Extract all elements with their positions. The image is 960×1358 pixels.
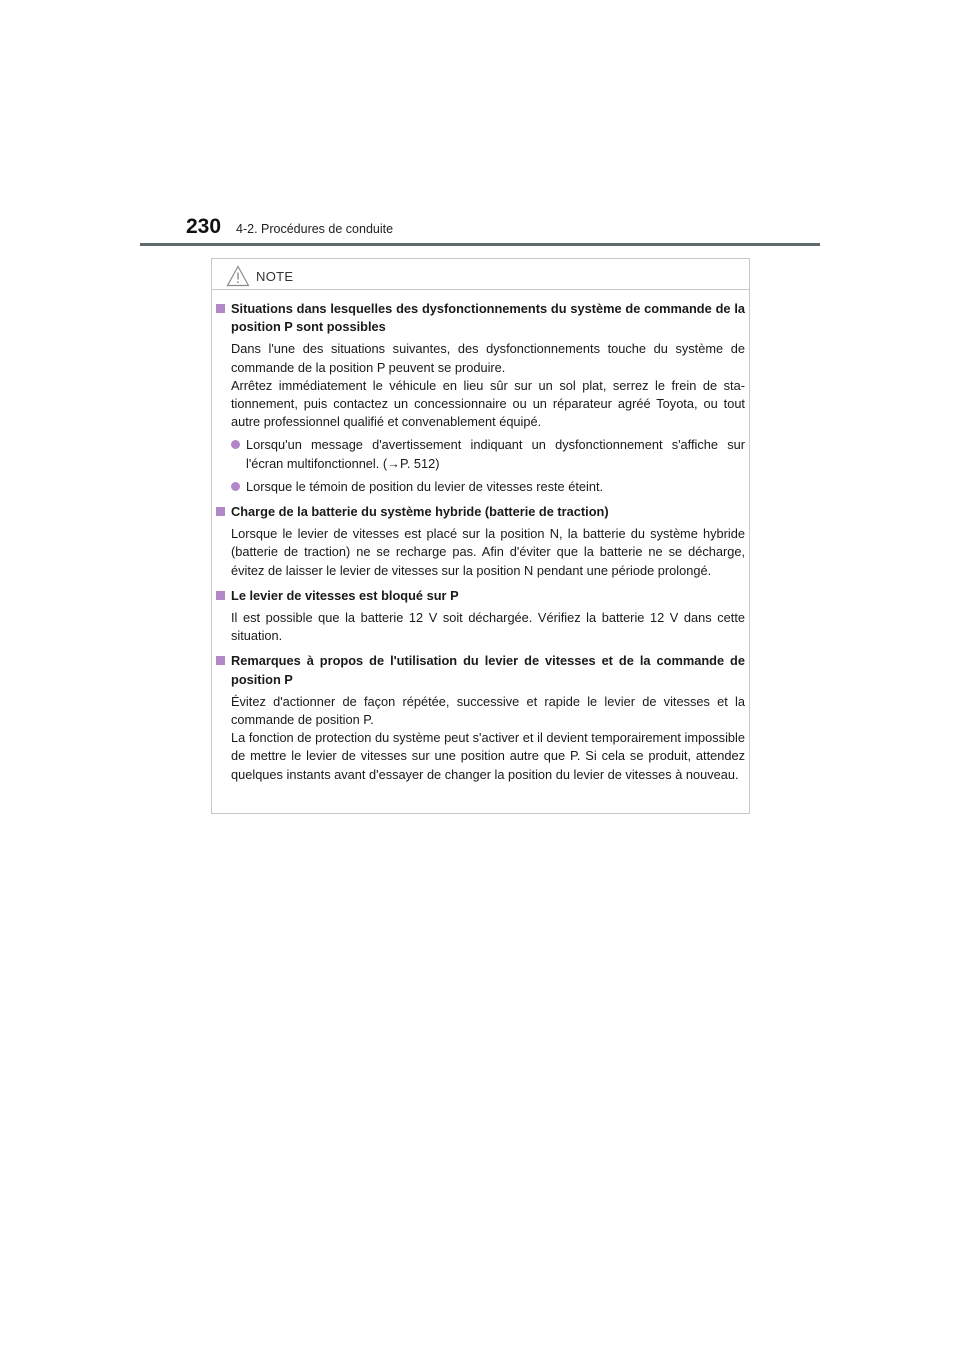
paragraph: Dans l'une des situations suivantes, des dysfonctionnements touche du système de commande de la position P peuvent se produire. Arrêtez immédiatement le véhicule en lieu sûr sur un sol plat, serrez le frein de sta-tionnement, puis contactez un concessionnaire ou un réparateur agréé Toyota, ou tout autre professionnel qualifié et convenablement équipé. — [231, 341, 745, 430]
note-box — [211, 258, 750, 814]
header-rule — [140, 243, 820, 246]
square-bullet-icon — [216, 591, 225, 600]
warning-triangle-icon — [226, 265, 250, 287]
note-divider — [212, 289, 749, 290]
section-heading: Situations dans lesquelles des dysfonctionnements du système de commande de la position P sont possibles — [216, 300, 745, 336]
page-number: 230 — [186, 215, 222, 238]
paragraph: Évitez d'actionner de façon répétée, successive et rapide le levier de vitesses et la commande de position P. La fonction de protection du système peut s'activer et il devient temporairement impossible de mettre le levier de vitesses sur une position autre que P. Si cela se produit, attendez quelques instants avant d'essayer de changer la position du levier de vitesses à nouveau. — [231, 693, 745, 782]
section-heading: Charge de la batterie du système hybride (batterie de traction) — [216, 503, 745, 521]
note-label: NOTE — [256, 268, 294, 284]
note-header — [226, 262, 293, 290]
square-bullet-icon — [216, 304, 225, 313]
section-heading: Le levier de vitesses est bloqué sur P — [216, 587, 745, 605]
square-bullet-icon — [216, 507, 225, 516]
square-bullet-icon — [216, 656, 225, 665]
section-heading: Remarques à propos de l'utilisation du levier de vitesses et de la commande de position P — [216, 652, 745, 688]
paragraph: Lorsque le levier de vitesses est placé sur la position N, la batterie du système hybride (batterie de traction) ne se recharge pas. Afin d'éviter que la batterie ne se décharge, évitez de laisser le levier de vitesses sur la position N pendant une période prolongé. — [231, 526, 745, 578]
section-title: 4-2. Procédures de conduite — [236, 222, 394, 236]
note-body — [216, 300, 745, 784]
round-bullet-icon — [231, 482, 240, 491]
list-item: Lorsqu'un message d'avertissement indiquant un dysfonctionnement s'affiche sur l'écran multifonctionnel. (→P. 512) — [231, 436, 745, 472]
paragraph: Il est possible que la batterie 12 V soit déchargée. Vérifiez la batterie 12 V dans cette situation. — [231, 610, 745, 644]
list-item: Lorsque le témoin de position du levier de vitesses reste éteint. — [231, 478, 745, 496]
round-bullet-icon — [231, 440, 240, 449]
